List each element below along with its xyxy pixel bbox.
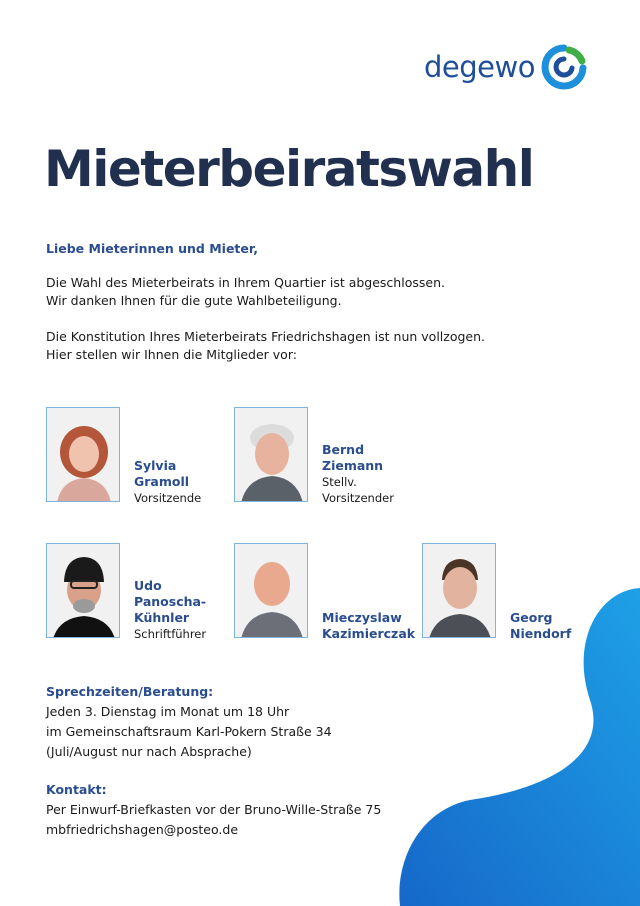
name-line: Niendorf xyxy=(510,626,572,641)
member-name xyxy=(510,610,571,642)
role-line: Stellv. xyxy=(322,475,357,489)
member-role xyxy=(322,474,394,506)
role-line: Schriftführer xyxy=(134,627,207,641)
text-line: Jeden 3. Dienstag im Monat um 18 Uhr xyxy=(46,704,290,719)
name-line: Georg xyxy=(510,610,553,625)
name-line: Kazimierczak xyxy=(322,626,416,641)
email-text: mbfriedrichshagen@posteo.de xyxy=(46,822,239,837)
logo-wordmark: degewo xyxy=(424,50,535,84)
role-line: Vorsitzender xyxy=(322,491,394,505)
section-heading: Sprechzeiten/Beratung: xyxy=(46,684,214,699)
member-photo xyxy=(46,543,120,638)
member-name xyxy=(322,442,383,474)
member-photo xyxy=(46,407,120,502)
text-line: Die Konstitution Ihres Mieterbeirats Friedrichshagen ist nun vollzogen. xyxy=(46,329,486,344)
text-line: Wir danken Ihnen für die gute Wahlbeteiligung. xyxy=(46,293,342,308)
name-line: Gramoll xyxy=(134,474,190,489)
member-name xyxy=(134,578,206,626)
member-name xyxy=(322,610,415,642)
intro-paragraph-2 xyxy=(46,328,485,364)
name-line: Panoscha- xyxy=(134,594,207,609)
member-photo xyxy=(234,407,308,502)
intro-paragraph-1 xyxy=(46,274,485,310)
name-line: Kühnler xyxy=(134,610,190,625)
greeting: Liebe Mieterinnen und Mieter, xyxy=(46,241,258,256)
text-line: im Gemeinschaftsraum Karl-Pokern Straße 34 xyxy=(46,724,332,739)
member-role xyxy=(134,626,206,642)
member-photo xyxy=(422,543,496,638)
member-photo xyxy=(234,543,308,638)
text-line: (Juli/August nur nach Absprache) xyxy=(46,744,252,759)
text-line: Per Einwurf-Briefkasten vor der Bruno-Wille-Straße 75 xyxy=(46,802,382,817)
degewo-logo xyxy=(424,42,589,92)
role-line: Vorsitzende xyxy=(134,491,202,505)
text-line: Hier stellen wir Ihnen die Mitglieder vor: xyxy=(46,347,297,362)
member-name xyxy=(134,458,189,490)
contact-section xyxy=(46,780,381,840)
name-line: Bernd xyxy=(322,442,365,457)
section-heading: Kontakt: xyxy=(46,782,107,797)
name-line: Mieczyslaw xyxy=(322,610,402,625)
text-line: Die Wahl des Mieterbeirats in Ihrem Quartier ist abgeschlossen. xyxy=(46,275,445,290)
intro-text xyxy=(46,240,485,382)
name-line: Udo xyxy=(134,578,162,593)
name-line: Ziemann xyxy=(322,458,384,473)
name-line: Sylvia xyxy=(134,458,177,473)
member-role xyxy=(134,490,201,506)
page-title: Mieterbeiratswahl xyxy=(44,140,534,198)
logo-swirl-icon xyxy=(539,42,589,92)
office-hours-section xyxy=(46,682,332,762)
